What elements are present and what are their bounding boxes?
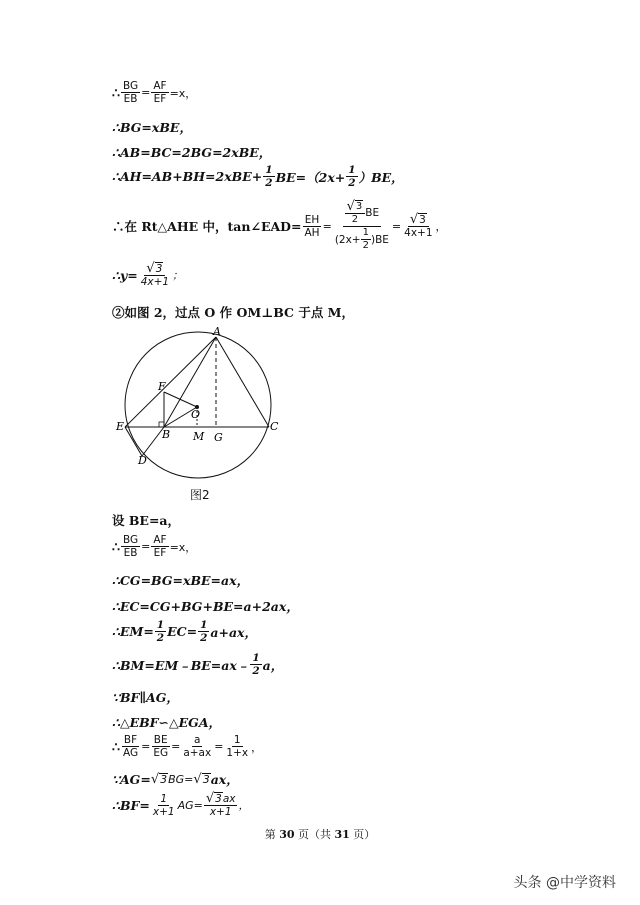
line-8: 设 BE=a， (112, 513, 181, 528)
label-G: G (214, 431, 223, 444)
geometry-figure (112, 326, 292, 486)
line-14: ∵BF∥AG， (112, 690, 179, 705)
segment-DB (142, 427, 164, 456)
label-F: F (158, 380, 166, 393)
line-11: ∴EC=CG+BG+BE=a+2ax， (112, 599, 299, 614)
segment-ED (125, 427, 142, 456)
page-footer: 第 30 页（共 31 页） (264, 828, 376, 841)
line-18: ∴BF= $\frac{1}{x+1}$ AG= √ 3 ax x+1 ， (112, 790, 250, 818)
line-9: ∴ $\frac{BG}{EB}$ = $\frac{AF}{EF}$ =x， (112, 534, 197, 559)
segment-AC (216, 337, 269, 427)
label-D: D (138, 454, 147, 467)
line-16: ∴ $\frac{BF}{AG}$ = $\frac{BE}{EG}$ = $\frac{a}{a+ax}$ = $\frac{1}{1+x}$ ， (112, 734, 263, 759)
label-M: M (193, 430, 205, 443)
line-5: ∴在 Rt△AHE 中，tan∠EAD= $\frac{EH}{AH}$ = √ 3 2 BE (2x+ $\frac{1}{2}$ )BE = √ 3 4x+1 ， (112, 198, 447, 251)
line-12: ∴EM= $\frac{1}{2}$ EC= $\frac{1}{2}$ a+ax， (112, 619, 257, 644)
segment-AE (125, 337, 216, 427)
line-15: ∴△EBF∽△EGA， (112, 715, 222, 730)
label-B: B (162, 428, 171, 441)
line-1: ∴ $\frac{BG}{EB}$ = $\frac{AF}{EF}$ =x， (112, 80, 197, 105)
label-E: E (116, 420, 125, 433)
line-13: ∴BM=EM﹣BE=ax﹣ 1 2 a， (112, 652, 284, 677)
label-O: O (191, 408, 201, 421)
line-2: ∴BG=xBE， (112, 120, 192, 135)
figure-caption: 图2 (190, 488, 210, 502)
line-17: ∵AG= √ 3 BG= √ 3 ax， (112, 771, 239, 787)
line-7: ②如图 2，过点 O 作 OM⊥BC 于点 M， (112, 305, 355, 320)
segment-FO (164, 392, 197, 407)
line-3: ∴AB=BC=2BG=2xBE， (112, 145, 272, 160)
label-A: A (213, 326, 221, 338)
watermark: 头条 @中学资料 (513, 875, 616, 891)
line-4: ∴AH=AB+BH=2xBE+ $\frac{1}{2}$ BE=（2x+ $\frac{1}{2}$ ）BE， (112, 164, 404, 189)
line-6: ∴y= √ 3 4x+1 ； (112, 260, 184, 288)
line-10: ∴CG=BG=xBE=ax， (112, 573, 250, 588)
segment-AB (164, 337, 216, 427)
label-C: C (270, 420, 279, 433)
right-angle-mark (159, 422, 164, 427)
